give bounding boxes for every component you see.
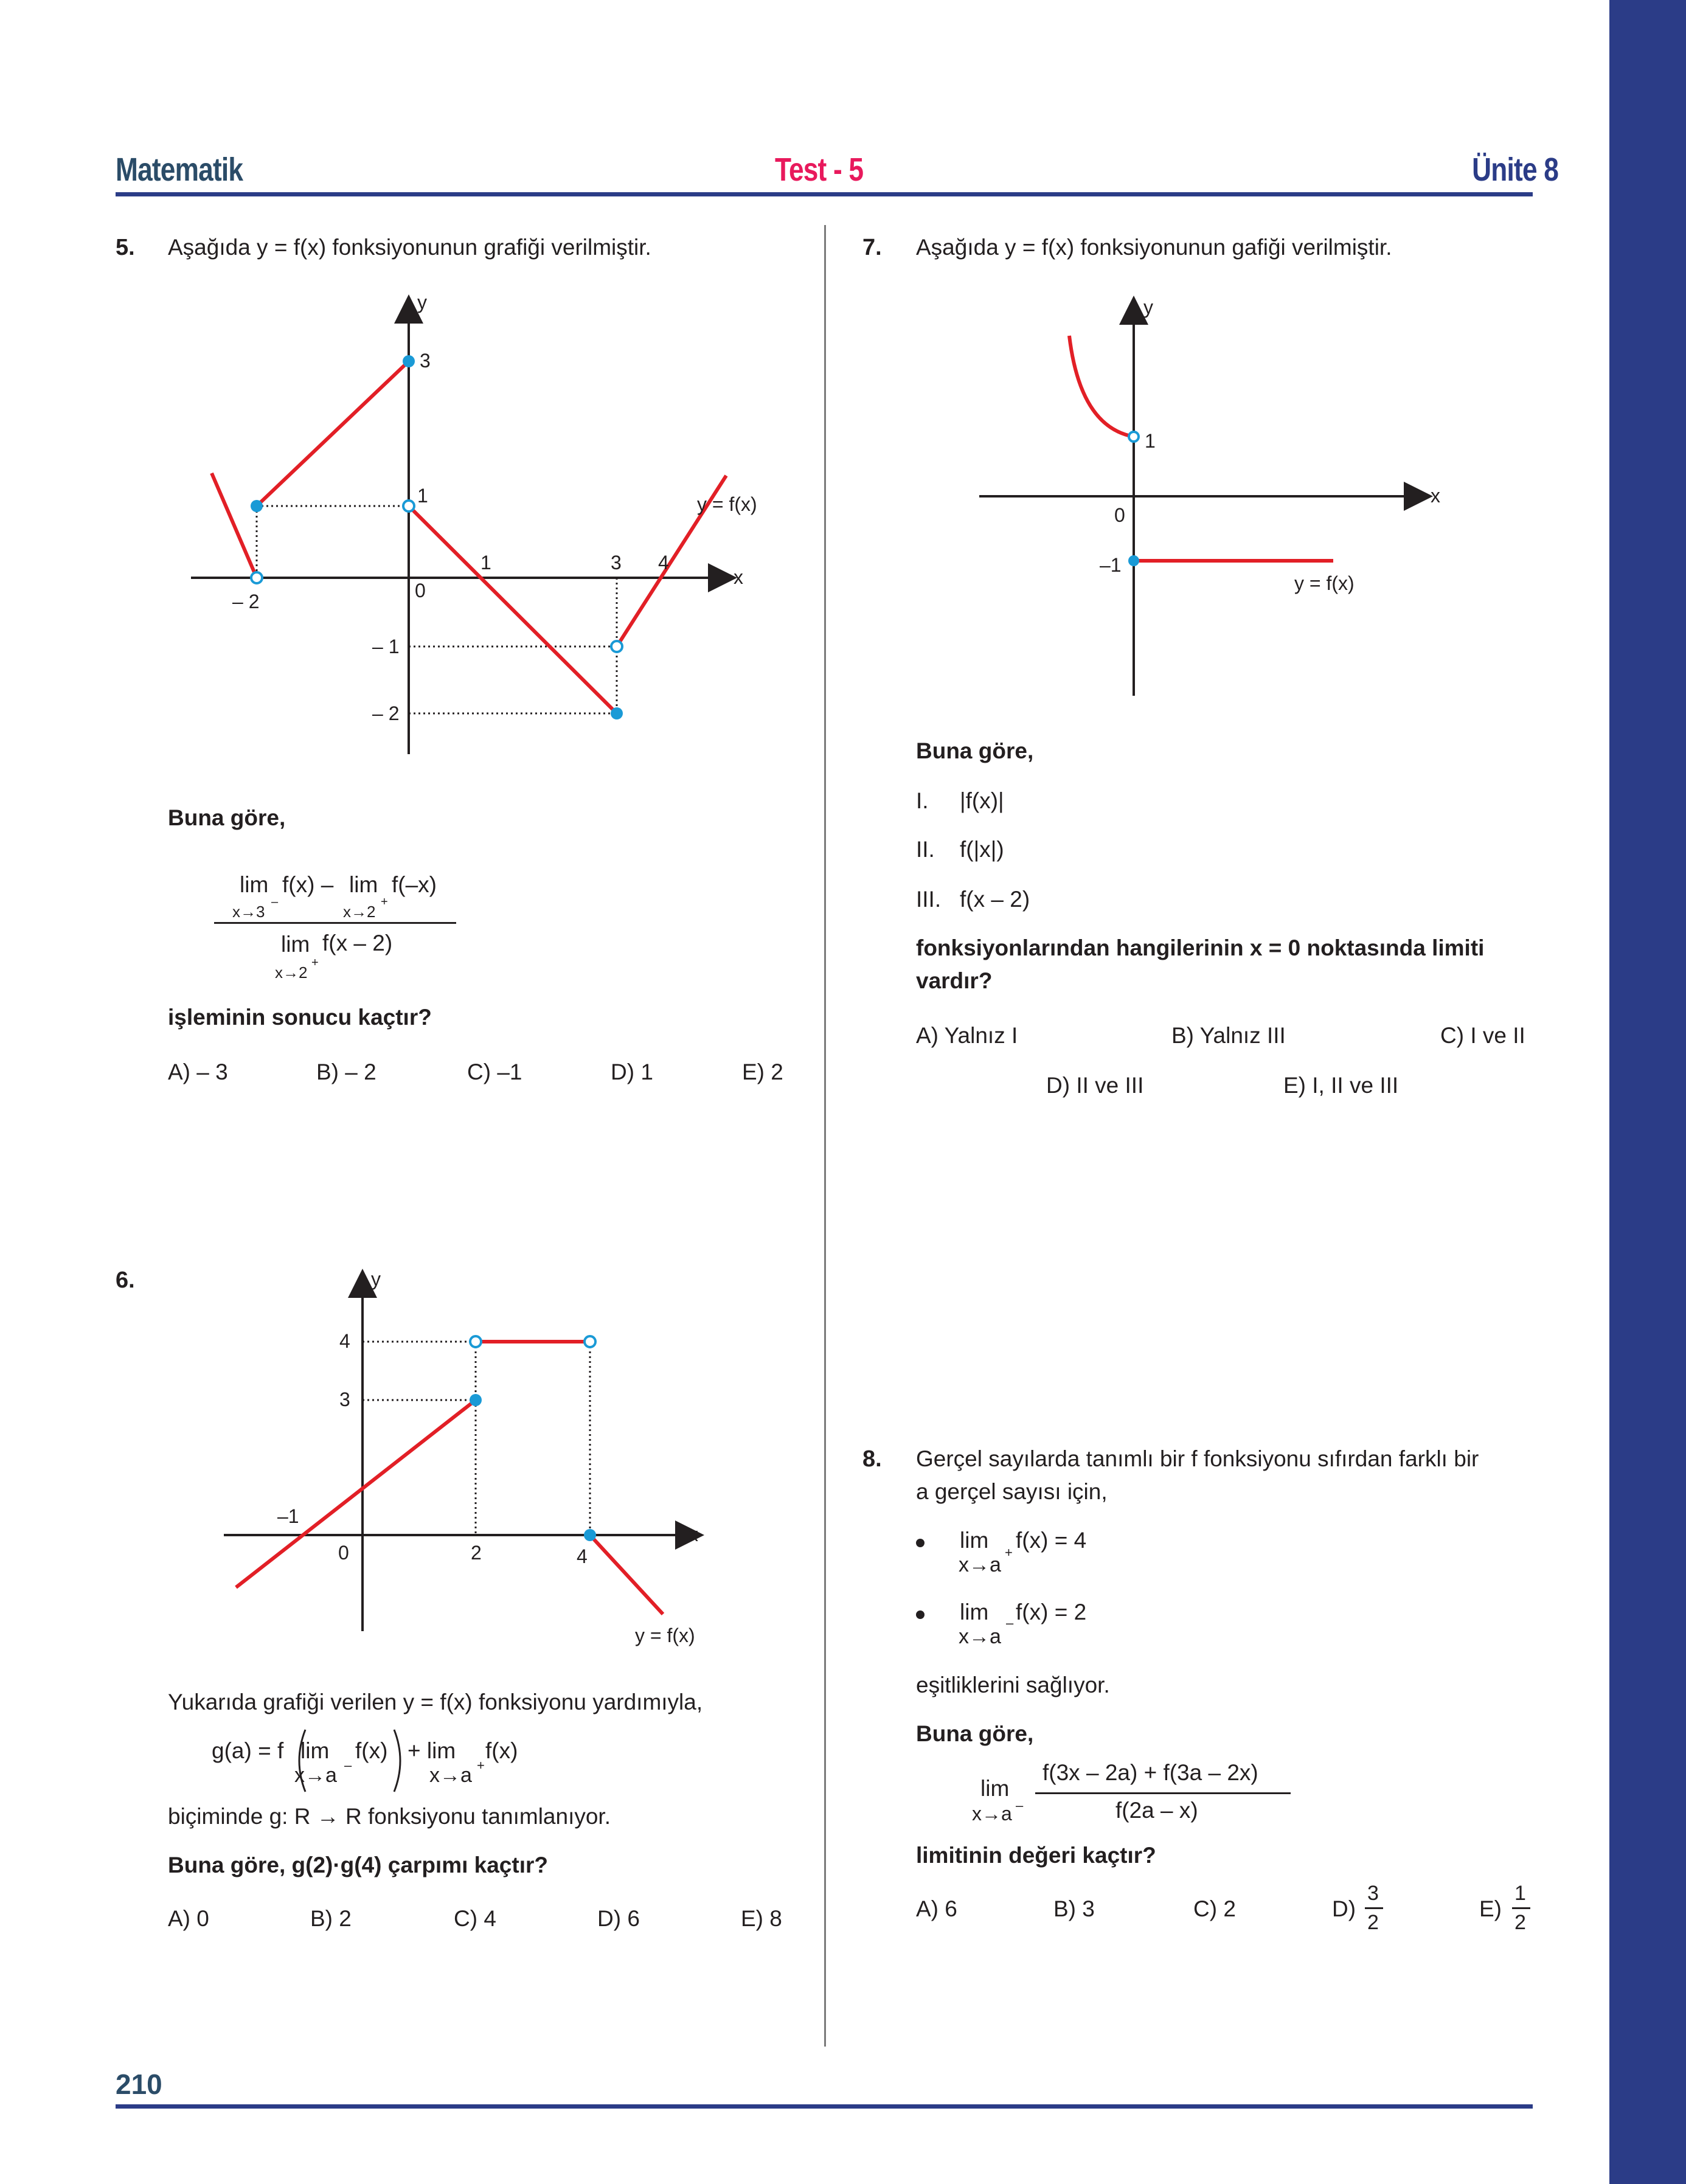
q5-den-sub: x→2	[275, 963, 308, 982]
q6-option-c[interactable]: C) 4	[454, 1906, 496, 1931]
q8-b1-eq: f(x) = 4	[1016, 1528, 1087, 1553]
q8-option-e-label: E)	[1479, 1896, 1502, 1921]
q7-label-0: 0	[1114, 504, 1125, 526]
q5-stem: Aşağıda y = f(x) fonksiyonunun grafiği verilmiştir.	[168, 235, 651, 260]
q8-denominator: f(2a – x)	[1115, 1798, 1198, 1823]
q8-b1-sup: +	[1005, 1545, 1013, 1560]
q8-stem-line2: a gerçel sayısı için,	[916, 1479, 1108, 1504]
q8-option-c[interactable]: C) 2	[1193, 1896, 1236, 1921]
q7-item-1: |f(x)|	[960, 788, 1004, 813]
q6-segment-fall	[590, 1535, 663, 1614]
q8-tail: eşitliklerini sağlıyor.	[916, 1673, 1110, 1697]
q5-point-open	[251, 572, 262, 583]
q5-segment-rise	[257, 361, 409, 506]
q5-label-ym1: – 1	[372, 636, 400, 657]
q5-num-sup2: +	[381, 895, 388, 909]
q5-option-b[interactable]: B) – 2	[316, 1059, 376, 1084]
q7-buna: Buna göre,	[916, 738, 1034, 763]
q6-g-lim1: lim	[300, 1738, 330, 1763]
q7-item-1-num: I.	[916, 788, 929, 813]
q6-point-open	[470, 1336, 481, 1347]
q6-point-filled	[584, 1529, 596, 1541]
q6-segment-rise	[236, 1400, 476, 1587]
q5-label-m2: – 2	[232, 591, 260, 612]
q7-option-e[interactable]: E) I, II ve III	[1283, 1073, 1399, 1098]
q5-option-a[interactable]: A) – 3	[168, 1059, 228, 1084]
q8-b1-lim: lim	[960, 1528, 989, 1553]
q7-label-y: y	[1143, 296, 1153, 318]
q5-fraction-bar	[214, 922, 456, 924]
q6-g-f2: f(x)	[485, 1738, 518, 1763]
q7-label-1: 1	[1145, 430, 1156, 452]
q5-label-x1: 1	[480, 552, 491, 574]
q5-label-3: 3	[420, 350, 431, 372]
q8-b2-eq: f(x) = 2	[1016, 1600, 1087, 1624]
q6-label-fx: y = f(x)	[635, 1624, 695, 1646]
q6-point-open	[585, 1336, 595, 1347]
q5-question: işleminin sonucu kaçtır?	[168, 1005, 432, 1030]
q5-label-1: 1	[417, 485, 428, 507]
q5-label-0: 0	[415, 580, 426, 601]
q8-option-d-bar	[1365, 1907, 1383, 1909]
q6-label-4: 4	[339, 1330, 350, 1352]
q8-lim-sub: x→a	[972, 1803, 1012, 1825]
q8-bullet-1	[916, 1539, 925, 1547]
q5-option-e[interactable]: E) 2	[742, 1059, 783, 1084]
q8-b2-sup: –	[1006, 1615, 1014, 1631]
q7-option-b[interactable]: B) Yalnız III	[1171, 1023, 1286, 1048]
q8-option-d-num: 3	[1367, 1882, 1379, 1905]
q7-option-c[interactable]: C) I ve II	[1440, 1023, 1525, 1048]
q8-bullet-2	[916, 1610, 925, 1619]
q5-label-ym2: – 2	[372, 702, 400, 724]
q5-den-lim: lim	[281, 932, 310, 957]
q6-label-0: 0	[338, 1542, 349, 1564]
q6-label-x: x	[689, 1524, 698, 1545]
q6-label-m1: –1	[277, 1505, 299, 1527]
q6-stem: Yukarıda grafiği verilen y = f(x) fonksiyonu yardımıyla,	[168, 1690, 703, 1714]
q5-num-f2: f(–x)	[392, 872, 437, 897]
q7-curve	[1069, 336, 1134, 437]
q8-b1-sub: x→a	[959, 1553, 1001, 1576]
q8-lim: lim	[980, 1776, 1010, 1801]
q5-num-lim1: lim	[240, 872, 269, 897]
q5-num-lim2: lim	[349, 872, 378, 897]
q6-g-sub2: x→a	[429, 1764, 472, 1787]
q6-label-y: y	[371, 1268, 381, 1290]
q5-option-c[interactable]: C) –1	[467, 1059, 522, 1084]
q7-item-3: f(x – 2)	[960, 887, 1030, 912]
q6-g-sub1: x→a	[294, 1764, 337, 1787]
column-divider	[824, 225, 826, 2047]
q7-point-filled	[1128, 555, 1139, 566]
q5-label-x: x	[734, 566, 743, 588]
q6-label-3: 3	[339, 1388, 350, 1410]
q8-b2-sub: x→a	[959, 1625, 1001, 1648]
q6-number: 6.	[116, 1267, 135, 1293]
q7-item-3-num: III.	[916, 887, 942, 912]
page-number: 210	[116, 2068, 162, 2100]
q8-option-b[interactable]: B) 3	[1053, 1896, 1095, 1921]
q5-num-sup1: –	[271, 895, 279, 909]
q5-num-sub2: x→2	[343, 903, 376, 921]
q5-segment-fall	[409, 506, 617, 713]
q8-number: 8.	[862, 1446, 882, 1472]
q5-label-x3: 3	[611, 552, 622, 574]
q8-numerator: f(3x – 2a) + f(3a – 2x)	[1042, 1760, 1258, 1785]
q8-buna: Buna göre,	[916, 1721, 1034, 1746]
q5-segment-left	[212, 473, 257, 578]
q5-point-filled	[403, 355, 415, 367]
q5-point-filled	[611, 707, 623, 719]
q5-point-open	[403, 501, 414, 511]
q5-graph	[182, 286, 766, 766]
q6-option-a[interactable]: A) 0	[168, 1906, 209, 1931]
q5-option-d[interactable]: D) 1	[611, 1059, 653, 1084]
q8-option-e-num: 1	[1514, 1882, 1526, 1905]
q8-b2-lim: lim	[960, 1600, 989, 1624]
q8-option-e-bar	[1512, 1907, 1530, 1909]
q7-label-fx: y = f(x)	[1294, 572, 1355, 594]
unit-title: Ünite 8	[1472, 151, 1558, 188]
q6-label-2: 2	[471, 1542, 482, 1564]
q5-den-sup: +	[311, 956, 319, 969]
q8-option-a[interactable]: A) 6	[916, 1896, 957, 1921]
q6-question: Buna göre, g(2)·g(4) çarpımı kaçtır?	[168, 1853, 548, 1877]
q5-label-fx: y = f(x)	[697, 493, 757, 515]
q7-stem: Aşağıda y = f(x) fonksiyonunun gafiği verilmiştir.	[916, 235, 1392, 260]
q7-option-a[interactable]: A) Yalnız I	[916, 1023, 1018, 1048]
subject-title: Matematik	[116, 151, 243, 188]
q5-point-open	[611, 641, 622, 652]
q5-number: 5.	[116, 235, 135, 260]
q6-right-paren	[390, 1727, 409, 1794]
q7-point-open	[1129, 432, 1139, 442]
header-rule	[116, 192, 1533, 196]
q7-option-d[interactable]: D) II ve III	[1046, 1073, 1144, 1098]
q6-g-sup2: +	[477, 1758, 485, 1773]
q6-point-filled	[470, 1394, 482, 1406]
q6-label-x4: 4	[577, 1545, 588, 1567]
q8-option-d-den: 2	[1367, 1911, 1379, 1934]
q7-question-line1: fonksiyonlarından hangilerinin x = 0 noktasında limiti	[916, 935, 1485, 960]
q6-graph	[219, 1265, 730, 1654]
test-title: Test - 5	[775, 151, 864, 188]
q8-fraction-bar	[1035, 1792, 1291, 1794]
q6-g-tail: biçiminde g: R → R fonksiyonu tanımlanıyor.	[168, 1804, 611, 1829]
footer-rule	[116, 2104, 1533, 2109]
q6-g-sup1: –	[344, 1758, 352, 1773]
q5-den-f: f(x – 2)	[322, 931, 393, 955]
q7-number: 7.	[862, 235, 882, 260]
q5-label-y: y	[417, 291, 427, 313]
q8-question: limitinin değeri kaçtır?	[916, 1843, 1156, 1868]
q6-g-plus-lim: + lim	[408, 1738, 456, 1763]
q7-label-m1: –1	[1100, 554, 1122, 576]
q5-num-sub1: x→3	[232, 903, 265, 921]
q5-point-filled	[251, 500, 263, 512]
q7-graph	[973, 292, 1460, 705]
q6-option-e[interactable]: E) 8	[741, 1906, 782, 1931]
q8-option-e-den: 2	[1514, 1911, 1526, 1934]
q6-option-d[interactable]: D) 6	[597, 1906, 640, 1931]
q5-label-x4: 4	[658, 552, 669, 574]
q7-question-line2: vardır?	[916, 968, 993, 993]
q5-num-f1: f(x) –	[282, 872, 334, 897]
q6-g-f1: f(x)	[355, 1738, 388, 1763]
q6-option-b[interactable]: B) 2	[310, 1906, 352, 1931]
q7-label-x: x	[1431, 485, 1440, 507]
q8-stem-line1: Gerçel sayılarda tanımlı bir f fonksiyonu sıfırdan farklı bir	[916, 1446, 1479, 1471]
q6-g-def: g(a) = f	[212, 1738, 284, 1763]
q8-option-d-label: D)	[1332, 1896, 1356, 1921]
q8-lim-sup: –	[1016, 1798, 1024, 1813]
side-band	[1609, 0, 1686, 2184]
q7-item-2: f(|x|)	[960, 837, 1004, 862]
q7-item-2-num: II.	[916, 837, 935, 862]
q5-buna: Buna göre,	[168, 805, 286, 830]
